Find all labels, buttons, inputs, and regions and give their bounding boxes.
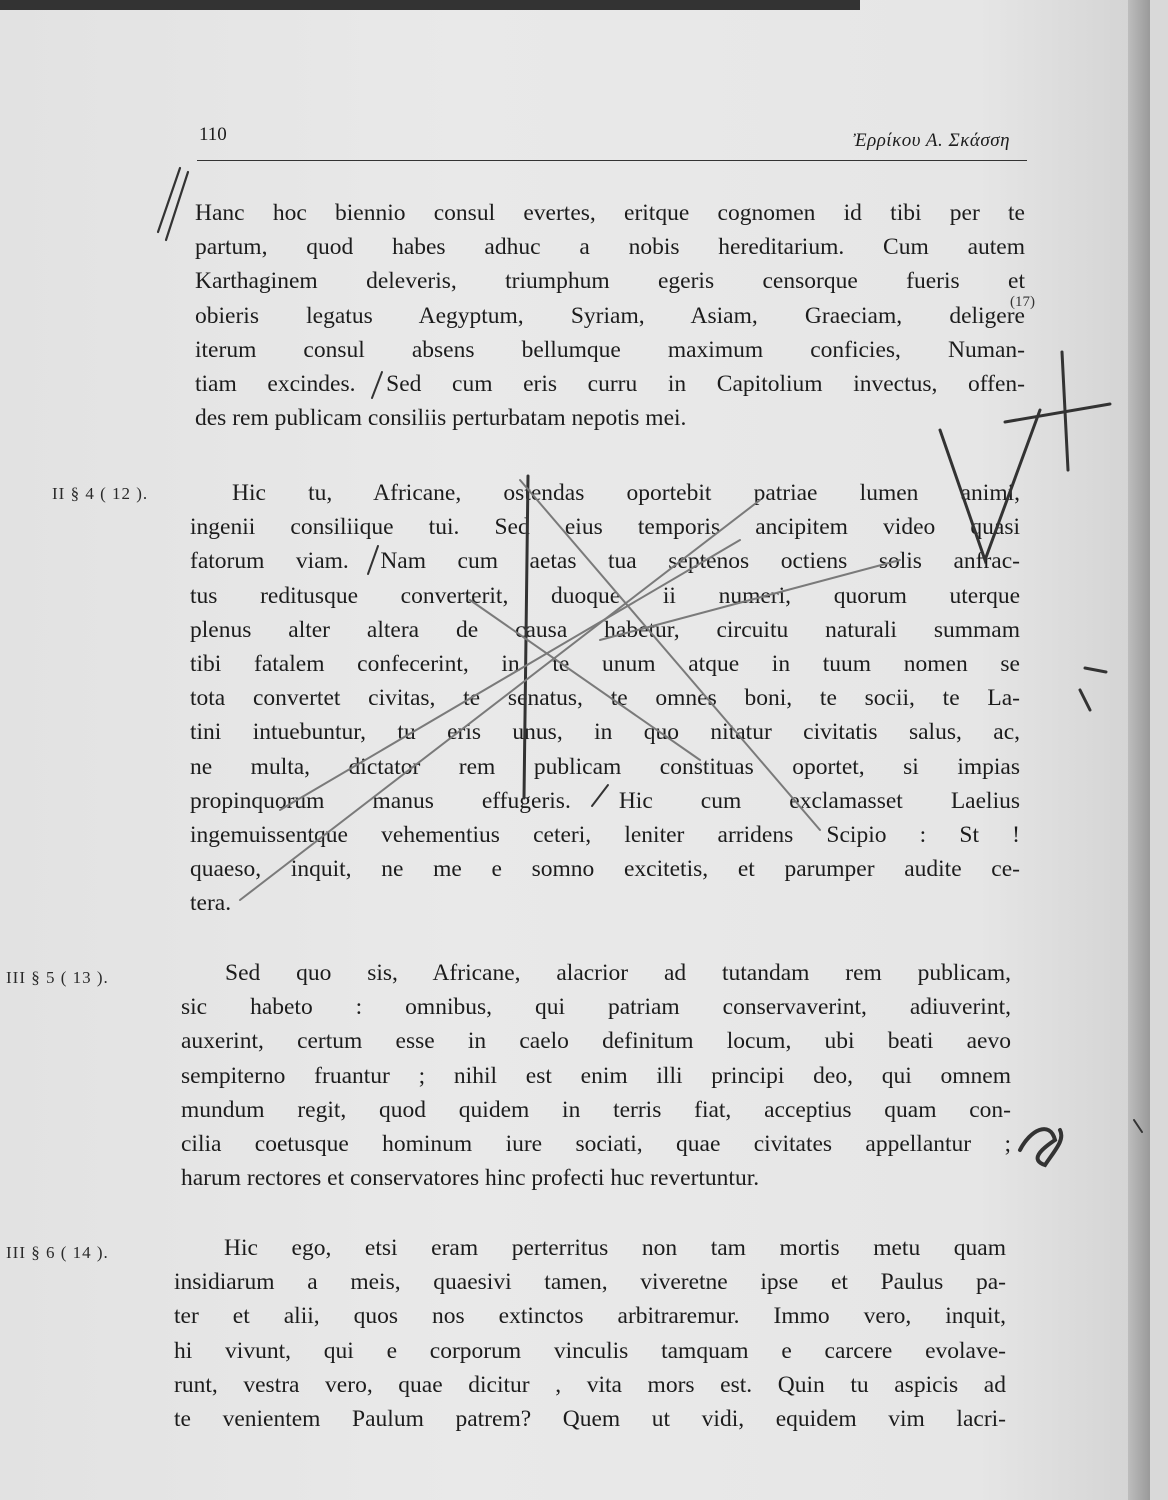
text-line: runt, vestra vero, quae dicitur , vita mors est. Quin tu aspicis ad — [174, 1371, 1006, 1398]
cross-mark — [1062, 352, 1068, 470]
text-line: obieris legatus Aegyptum, Syriam, Asiam, Graeciam, deligere — [195, 302, 1025, 329]
text-line: Hanc hoc biennio consul evertes, eritque cognomen id tibi per te — [195, 200, 1025, 226]
text-line: Karthaginem deleveris, triumphum egeris censorque fueris et — [195, 268, 1025, 295]
text-line: propinquorum manus effugeris. Hic cum exclamasset Laelius — [190, 787, 1020, 814]
book-spine — [1128, 0, 1150, 1500]
text-line: tota convertet civitas, te senatus, te omnes boni, te socii, te La- — [190, 685, 1020, 712]
text-line: cilia coetusque hominum iure sociati, quae civitates appellantur ; — [181, 1131, 1011, 1158]
text-line: tus reditusque converterit, duoque ii numeri, quorum uterque — [190, 582, 1020, 609]
text-line: ne multa, dictator rem publicam constituas oportet, si impias — [190, 753, 1020, 780]
text-line: partum, quod habes adhuc a nobis hereditarium. Cum autem — [195, 234, 1025, 261]
paragraph-1 — [195, 196, 1025, 435]
text-line: Hic ego, etsi eram perterritus non tam mortis metu quam — [224, 1235, 1006, 1261]
text-line: fatorum viam. Nam cum aetas tua septenos octiens solis anfrac- — [190, 548, 1020, 575]
text-line: sic habeto : omnibus, qui patriam conservaverint, adiuverint, — [181, 994, 1011, 1021]
text-line: ingemuissentque vehementius ceteri, leniter arridens Scipio : St ! — [190, 822, 1020, 849]
text-line: auxerint, certum esse in caelo definitum locum, ubi beati aevo — [181, 1028, 1011, 1055]
tick-mark — [1080, 690, 1090, 710]
text-line: quaeso, inquit, ne me e somno excitetis, et parumper audite ce- — [190, 856, 1020, 883]
text-line: ter et alii, quos nos extinctos arbitraremur. Immo vero, inquit, — [174, 1303, 1006, 1330]
text-line: harum rectores et conservatores hinc profecti huc revertuntur. — [181, 1165, 760, 1192]
text-line: sempiterno fruantur ; nihil est enim illi principi deo, qui omnem — [181, 1062, 1011, 1089]
section-reference: III § 5 ( 13 ). — [6, 968, 109, 987]
scribble-mark — [1020, 1129, 1061, 1165]
text-line: des rem publicam consiliis perturbatam nepotis mei. — [195, 405, 687, 432]
text-line: iterum consul absens bellumque maximum conficies, Numan- — [195, 336, 1025, 363]
double-slash-mark — [158, 168, 180, 232]
header-rule — [197, 160, 1027, 161]
text-line: tini intuebuntur, tu eris unus, in quo nitatur civitatis salus, ac, — [190, 719, 1020, 746]
section-reference: II § 4 ( 12 ). — [52, 484, 149, 503]
margin-note: (17) — [1010, 294, 1035, 310]
text-line: Hic tu, Africane, ostendas oportebit patriae lumen animi, — [232, 480, 1020, 506]
text-line: insidiarum a meis, quaesivi tamen, viveretne ipse et Paulus pa- — [174, 1269, 1006, 1296]
paragraph-4 — [174, 1231, 1006, 1436]
text-line: te venientem Paulum patrem? Quem ut vidi, equidem vim lacri- — [174, 1406, 1006, 1433]
text-line: mundum regit, quod quidem in terris fiat, acceptius quam con- — [181, 1096, 1011, 1123]
paragraph-3 — [181, 956, 1011, 1195]
text-line: hi vivunt, qui e corporum vinculis tamquam e carcere evolave- — [174, 1337, 1006, 1364]
text-line: tiam excindes. Sed cum eris curru in Capitolium invectus, offen- — [195, 371, 1025, 398]
running-head: Ἐρρίκου Α. Σκάσση — [853, 130, 1010, 151]
text-line: plenus alter altera de causa habetur, circuitu naturali summam — [190, 616, 1020, 643]
tick-mark — [1085, 668, 1106, 672]
scan-top-edge — [0, 0, 860, 10]
text-line: tibi fatalem confecerint, in te unum atque in tuum nomen se — [190, 651, 1020, 678]
page-number: 110 — [199, 124, 227, 145]
text-line: ingenii consiliique tui. Sed eius temporis ancipitem video quasi — [190, 514, 1020, 541]
text-line: tera. — [190, 890, 232, 917]
double-slash-mark — [166, 172, 188, 240]
text-line: Sed quo sis, Africane, alacrior ad tutandam rem publicam, — [225, 960, 1011, 986]
paragraph-2 — [190, 476, 1020, 921]
section-reference: III § 6 ( 14 ). — [6, 1243, 109, 1262]
